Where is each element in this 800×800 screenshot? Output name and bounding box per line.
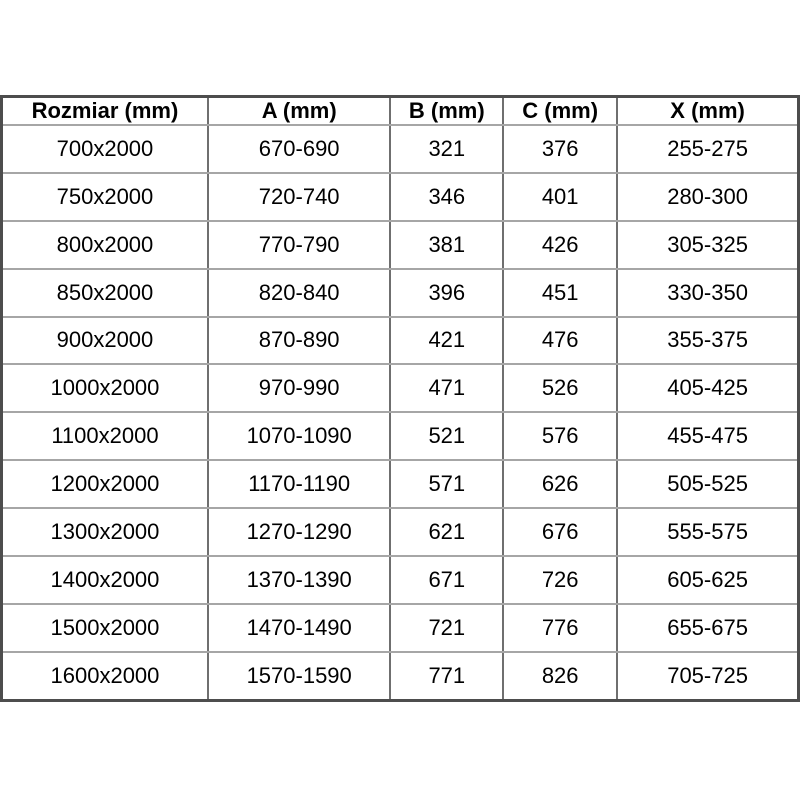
table-row [2,460,799,508]
size-table-container [0,95,800,702]
table-cell-rozmiar: 1000x2000 [2,364,208,412]
size-table-header [2,97,799,126]
table-row [2,604,799,652]
table-cell-rozmiar: 850x2000 [2,269,208,317]
table-cell-rozmiar: 900x2000 [2,317,208,365]
table-cell-c: 676 [503,508,617,556]
size-table [0,95,800,702]
table-cell-c: 726 [503,556,617,604]
table-cell-x: 505-525 [617,460,798,508]
table-cell-c: 476 [503,317,617,365]
table-cell-b: 721 [390,604,503,652]
table-row [2,317,799,365]
table-cell-a: 670-690 [208,125,391,173]
column-header-c: C (mm) [503,97,617,126]
table-cell-rozmiar: 1500x2000 [2,604,208,652]
table-cell-x: 280-300 [617,173,798,221]
table-cell-x: 405-425 [617,364,798,412]
table-cell-c: 626 [503,460,617,508]
table-cell-x: 305-325 [617,221,798,269]
table-row [2,173,799,221]
table-row [2,125,799,173]
table-cell-b: 321 [390,125,503,173]
table-cell-a: 720-740 [208,173,391,221]
table-cell-c: 401 [503,173,617,221]
table-cell-x: 555-575 [617,508,798,556]
table-cell-rozmiar: 1200x2000 [2,460,208,508]
table-row [2,412,799,460]
table-row [2,269,799,317]
table-cell-rozmiar: 800x2000 [2,221,208,269]
column-header-x: X (mm) [617,97,798,126]
table-cell-a: 970-990 [208,364,391,412]
table-cell-a: 1270-1290 [208,508,391,556]
table-cell-b: 521 [390,412,503,460]
table-cell-rozmiar: 750x2000 [2,173,208,221]
table-cell-a: 820-840 [208,269,391,317]
table-cell-x: 605-625 [617,556,798,604]
table-cell-c: 426 [503,221,617,269]
table-cell-b: 421 [390,317,503,365]
table-row [2,508,799,556]
table-cell-x: 455-475 [617,412,798,460]
table-cell-a: 1570-1590 [208,652,391,701]
table-cell-c: 376 [503,125,617,173]
table-cell-c: 526 [503,364,617,412]
size-table-body [2,125,799,701]
table-cell-x: 705-725 [617,652,798,701]
table-cell-a: 770-790 [208,221,391,269]
table-cell-c: 576 [503,412,617,460]
table-row [2,556,799,604]
table-cell-x: 655-675 [617,604,798,652]
table-cell-b: 621 [390,508,503,556]
table-cell-a: 1470-1490 [208,604,391,652]
table-cell-b: 571 [390,460,503,508]
table-row [2,364,799,412]
table-cell-b: 771 [390,652,503,701]
table-cell-rozmiar: 1400x2000 [2,556,208,604]
table-cell-a: 1170-1190 [208,460,391,508]
table-cell-b: 346 [390,173,503,221]
table-cell-c: 451 [503,269,617,317]
table-cell-rozmiar: 1300x2000 [2,508,208,556]
table-cell-rozmiar: 1600x2000 [2,652,208,701]
table-cell-b: 671 [390,556,503,604]
table-cell-a: 1070-1090 [208,412,391,460]
column-header-b: B (mm) [390,97,503,126]
table-cell-rozmiar: 1100x2000 [2,412,208,460]
header-row [2,97,799,126]
column-header-a: A (mm) [208,97,391,126]
table-cell-a: 870-890 [208,317,391,365]
table-cell-x: 255-275 [617,125,798,173]
table-cell-x: 355-375 [617,317,798,365]
table-cell-b: 471 [390,364,503,412]
table-cell-x: 330-350 [617,269,798,317]
table-cell-a: 1370-1390 [208,556,391,604]
table-cell-c: 826 [503,652,617,701]
table-row [2,221,799,269]
column-header-rozmiar: Rozmiar (mm) [2,97,208,126]
table-cell-c: 776 [503,604,617,652]
table-row [2,652,799,701]
table-cell-rozmiar: 700x2000 [2,125,208,173]
table-cell-b: 396 [390,269,503,317]
table-cell-b: 381 [390,221,503,269]
